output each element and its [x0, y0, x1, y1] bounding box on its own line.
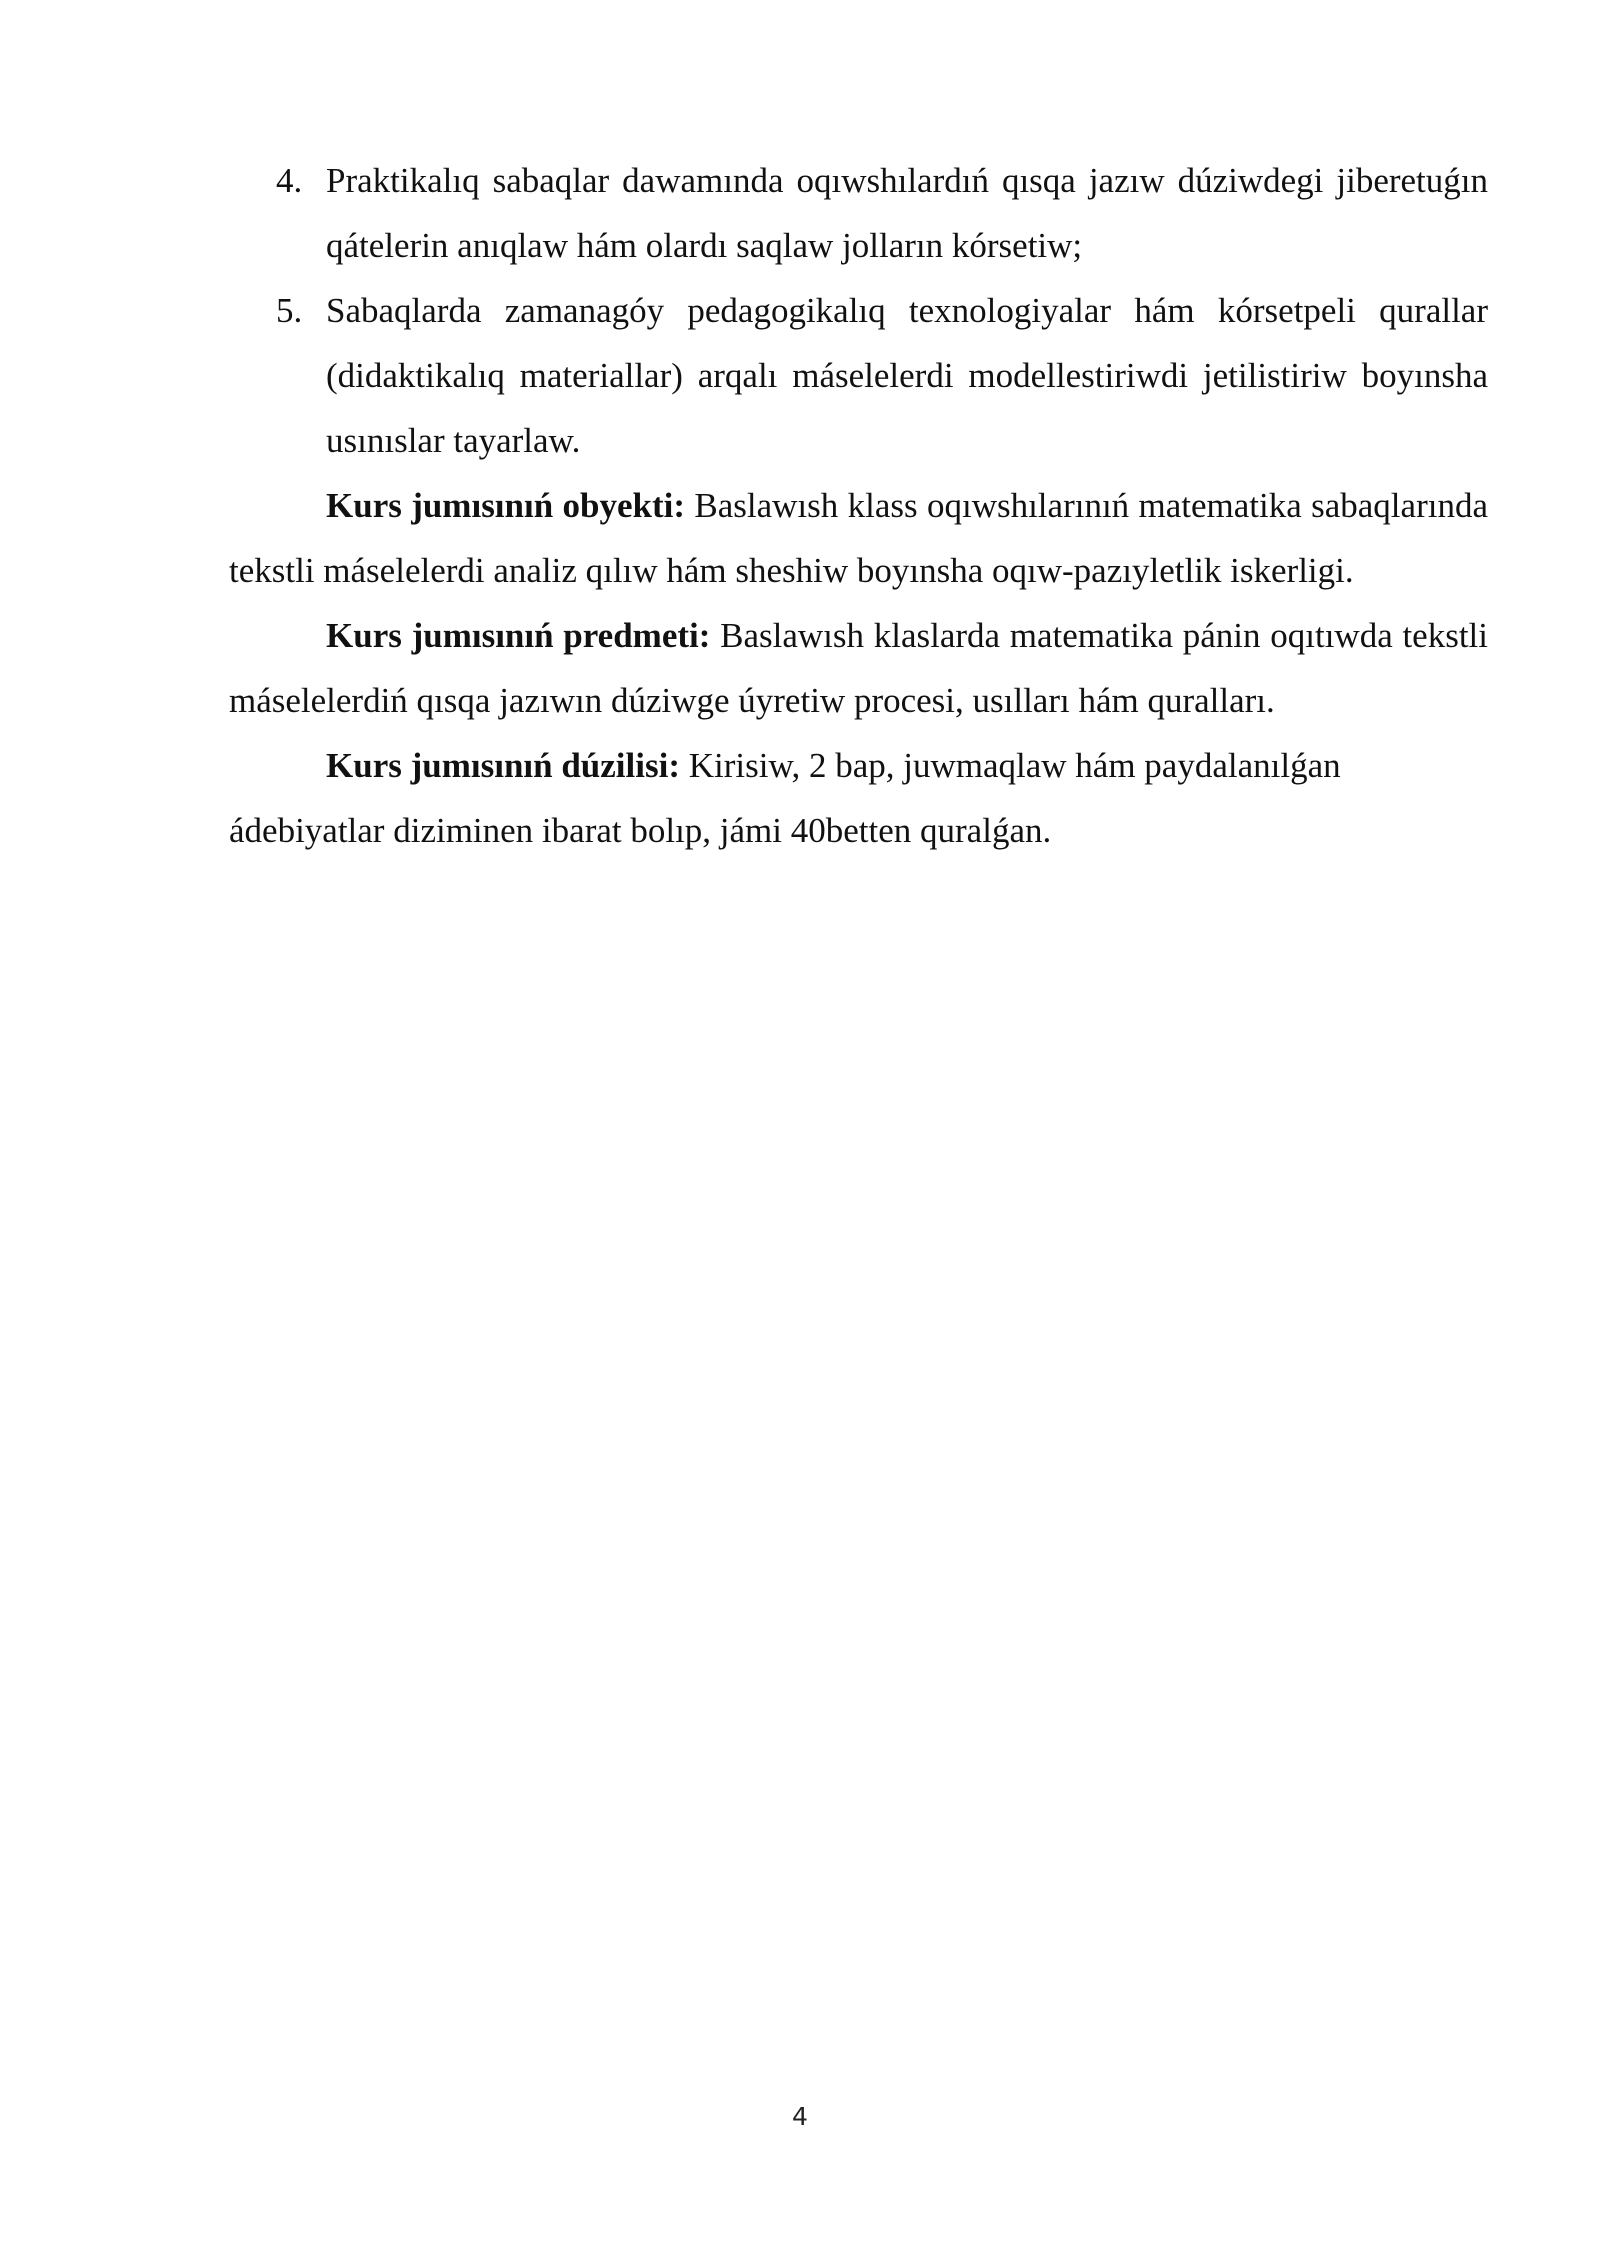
list-item: [229, 148, 1488, 278]
paragraph-text: Baslawısh klaslarda matematika pánin oqıtıwda tekstli máselelerdiń qısqa jazıwın dúziwge úyretiw procesi, usılları hám quralları.: [229, 616, 1488, 720]
list-item: [229, 278, 1488, 473]
list-item-text: Praktikalıq sabaqlar dawamında oqıwshılardıń qısqa jazıw dúziwdegi jiberetuǵın qátelerin anıqlaw hám olardı saqlaw jolların kórsetiw;: [326, 161, 1488, 265]
paragraph-text: Kirisiw, 2 bap, juwmaqlaw hám paydalanılǵan ádebiyatlar diziminen ibarat bolıp, jámi 40betten quralǵan.: [229, 746, 1341, 850]
list-item-number: 4.: [276, 161, 303, 200]
paragraph-label: Kurs jumısınıń dúzilisi:: [326, 746, 680, 785]
paragraph-label: Kurs jumısınıń obyekti:: [326, 486, 686, 525]
numbered-list: [229, 148, 1488, 473]
list-item-number: 5.: [276, 291, 303, 330]
list-item-text: Sabaqlarda zamanagóy pedagogikalıq texnologiyalar hám kórsetpeli qurallar (didaktikalıq materiallar) arqalı máselelerdi modellestiriwdi jetilistiriw boyınsha usınıslar tayarlaw.: [326, 291, 1488, 460]
paragraph-structure: [229, 733, 1488, 863]
paragraph-subject: [229, 603, 1488, 733]
page-number: 4: [792, 2102, 808, 2131]
body-text: [229, 148, 1488, 863]
paragraph-object: [229, 473, 1488, 603]
paragraph-label: Kurs jumısınıń predmeti:: [326, 616, 711, 655]
paragraph-text: Baslawısh klass oqıwshılarınıń matematika sabaqlarında tekstli máselelerdi analiz qılıw hám sheshiw boyınsha oqıw-pazıyletlik iskerligi.: [229, 486, 1488, 590]
